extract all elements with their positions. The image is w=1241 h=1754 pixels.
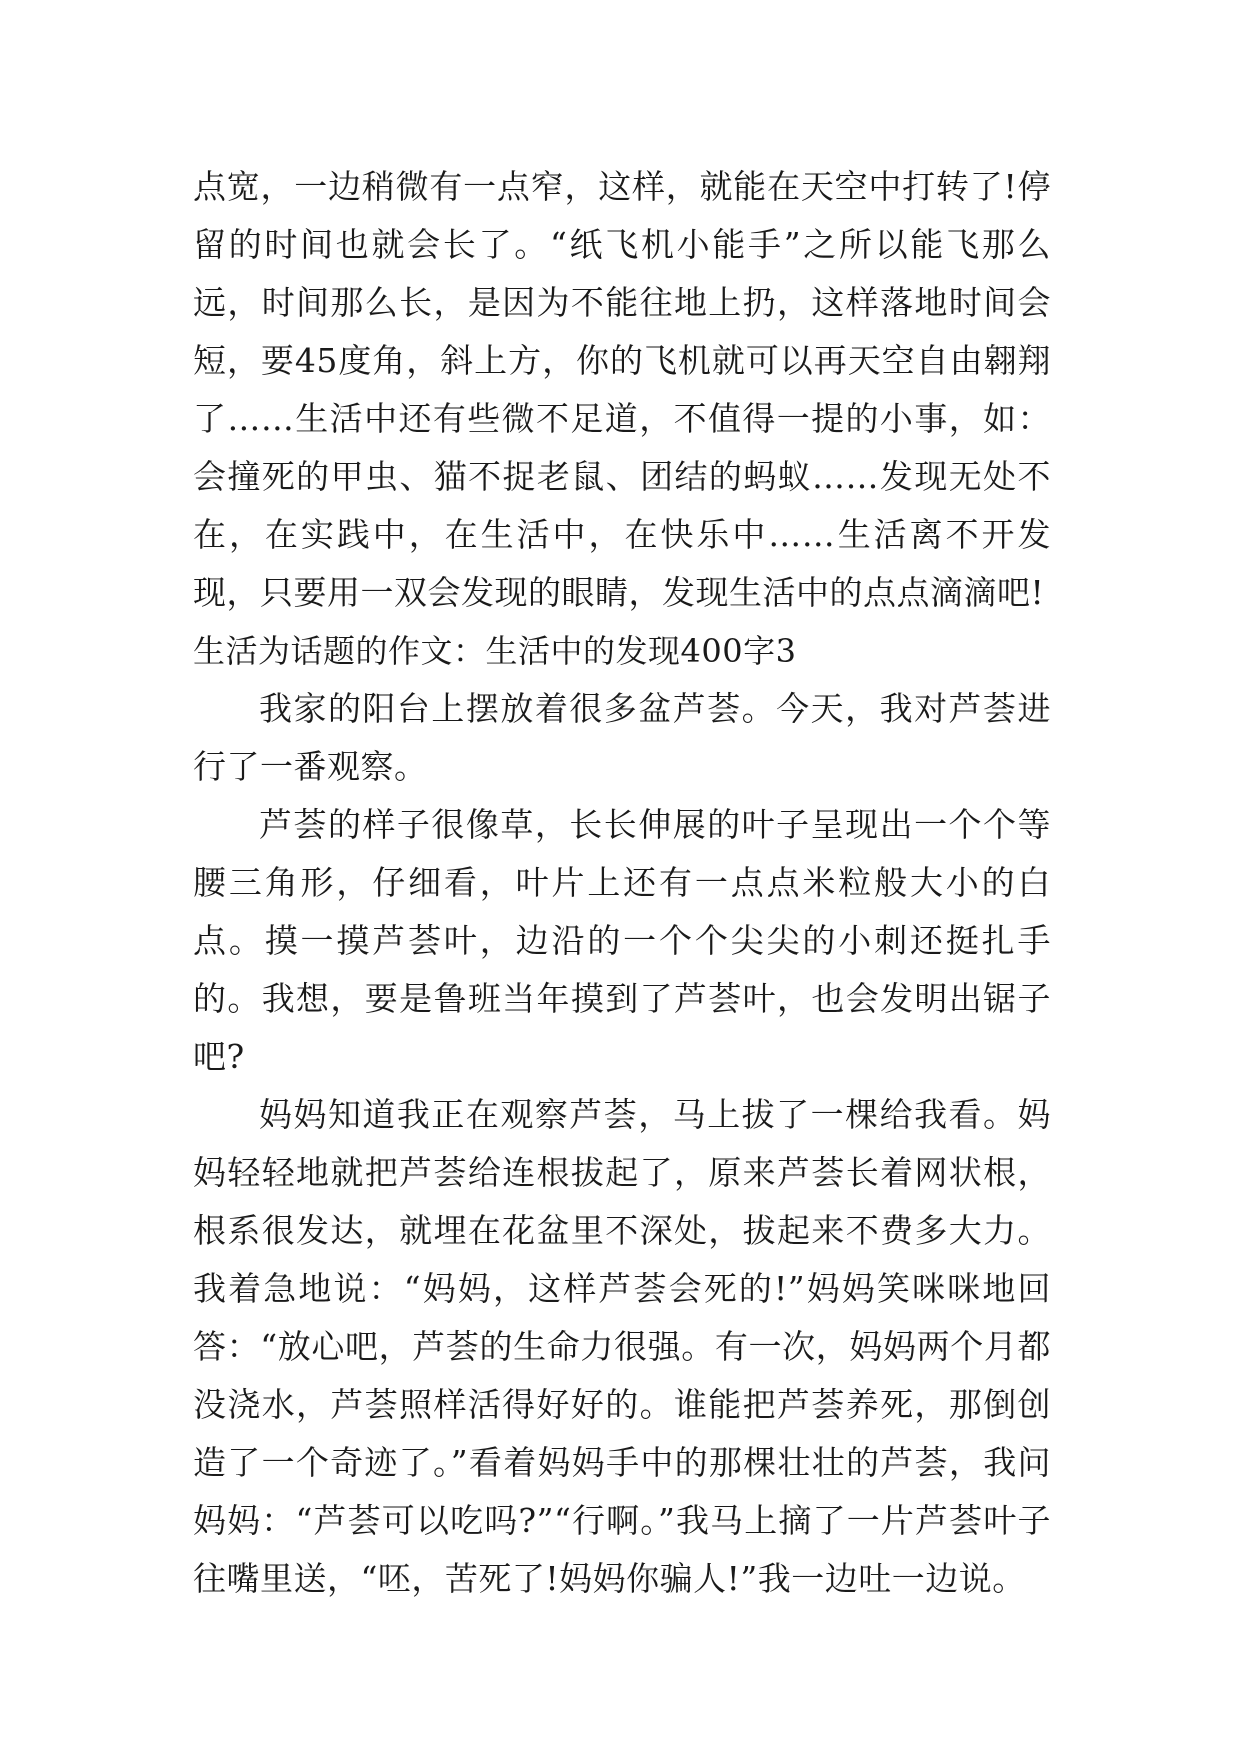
section-heading: 生活为话题的作文：生活中的发现400字3	[193, 632, 797, 670]
paragraph-continuation: 点宽，一边稍微有一点窄，这样，就能在天空中打转了!停留的时间也就会长了。“纸飞机小能手”之所以能飞那么远，时间那么长，是因为不能往地上扔，这样落地时间会短，要45度角，斜上方，你的飞机就可以再天空自由翱翔了……生活中还有些微不足道，不值得一提的小事，如：会撞死的甲虫、猫不捉老鼠、团结的蚂蚁……发现无处不在，在实践中，在生活中，在快乐中……生活离不开发现，只要用一双会发现的眼睛，发现生活中的点点滴滴吧!	[193, 167, 1051, 612]
document-body	[193, 158, 1051, 1608]
paragraph-story: 妈妈知道我正在观察芦荟，马上拔了一棵给我看。妈妈轻轻地就把芦荟给连根拔起了，原来芦荟长着网状根，根系很发达，就埋在花盆里不深处，拔起来不费多大力。我着急地说：“妈妈，这样芦荟会死的!”妈妈笑咪咪地回答：“放心吧，芦荟的生命力很强。有一次，妈妈两个月都没浇水，芦荟照样活得好好的。谁能把芦荟养死，那倒创造了一个奇迹了。”看着妈妈手中的那棵壮壮的芦荟，我问妈妈：“芦荟可以吃吗?”“行啊。”我马上摘了一片芦荟叶子往嘴里送，“呸，苦死了!妈妈你骗人!”我一边吐一边说。	[193, 1095, 1051, 1598]
paragraph-description: 芦荟的样子很像草，长长伸展的叶子呈现出一个个等腰三角形，仔细看，叶片上还有一点点米粒般大小的白点。摸一摸芦荟叶，边沿的一个个尖尖的小刺还挺扎手的。我想，要是鲁班当年摸到了芦荟叶，也会发明出锯子吧?	[193, 805, 1051, 1076]
paragraph-intro: 我家的阳台上摆放着很多盆芦荟。今天，我对芦荟进行了一番观察。	[193, 689, 1051, 786]
